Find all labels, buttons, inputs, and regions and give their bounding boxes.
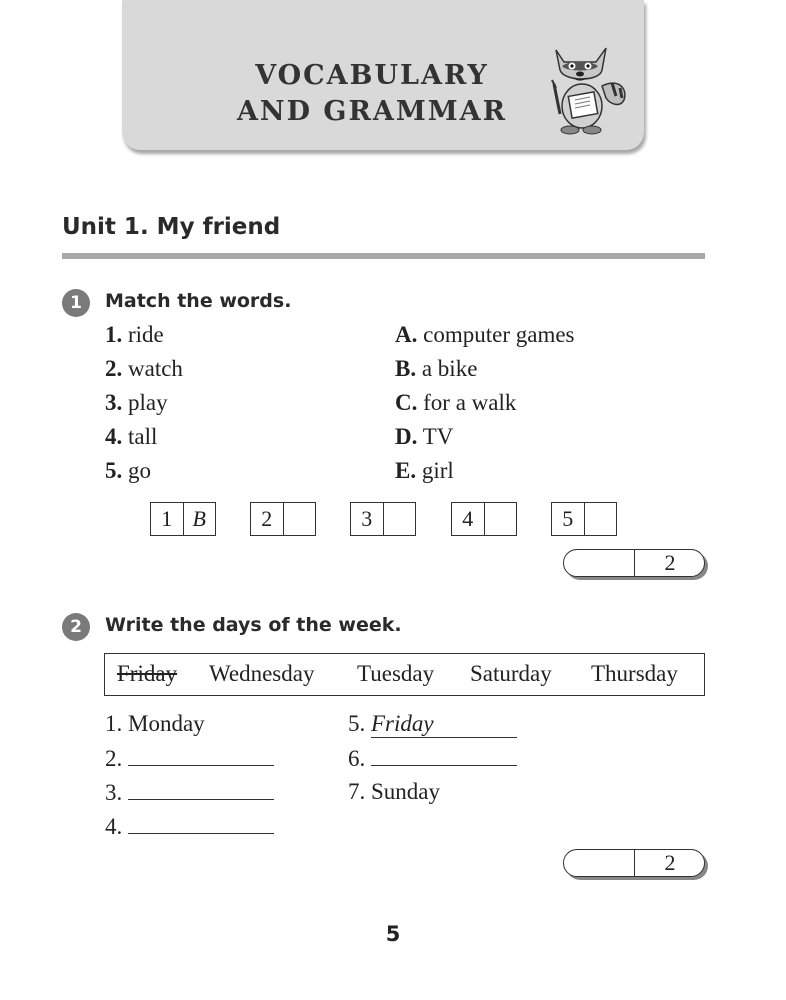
match-right-c: C. for a walk bbox=[395, 390, 517, 415]
word-box bbox=[104, 653, 705, 696]
task-2-score-box[interactable] bbox=[563, 849, 705, 877]
task-1-max-score: 2 bbox=[664, 550, 676, 575]
task-1-score-box[interactable] bbox=[563, 549, 705, 577]
match-right-d: D. TV bbox=[395, 424, 454, 449]
day-item-7: 7. Sunday bbox=[348, 779, 440, 804]
answer-line-4[interactable] bbox=[128, 813, 274, 834]
answer-box-2[interactable]: 2 bbox=[250, 502, 316, 536]
match-left-4: 4. tall bbox=[105, 424, 158, 449]
word-friday: Friday bbox=[117, 661, 178, 686]
answer-box-3[interactable]: 3 bbox=[350, 502, 416, 536]
unit-divider bbox=[62, 253, 705, 259]
task-1-instruction: Match the words. bbox=[105, 290, 292, 312]
day-item-5: 5. Friday bbox=[348, 711, 517, 738]
answer-box-5[interactable]: 5 bbox=[551, 502, 617, 536]
answer-box-1[interactable]: 1 B bbox=[150, 502, 216, 536]
match-left-5: 5. go bbox=[105, 458, 151, 483]
task-2-max-score: 2 bbox=[664, 850, 676, 875]
word-tuesday: Tuesday bbox=[357, 661, 435, 686]
task-1-number-badge: 1 bbox=[62, 289, 90, 317]
section-title-line1: VOCABULARY bbox=[255, 60, 489, 91]
answer-line-3[interactable] bbox=[128, 779, 274, 800]
unit-title: Unit 1. My friend bbox=[62, 214, 281, 240]
answer-box-4[interactable]: 4 bbox=[451, 502, 517, 536]
match-left-1: 1. ride bbox=[105, 322, 164, 347]
day-item-4: 4. bbox=[105, 813, 274, 840]
match-right-a: A. computer games bbox=[395, 322, 575, 347]
word-saturday: Saturday bbox=[470, 661, 552, 686]
match-left-3: 3. play bbox=[105, 390, 168, 415]
word-wednesday: Wednesday bbox=[209, 661, 315, 686]
section-title bbox=[237, 58, 507, 130]
answer-line-5[interactable]: Friday bbox=[371, 711, 517, 738]
page-number: 5 bbox=[385, 922, 401, 946]
match-right-e: E. girl bbox=[395, 458, 454, 483]
word-thursday: Thursday bbox=[591, 661, 678, 686]
match-right-b: B. a bike bbox=[395, 356, 478, 381]
day-item-6: 6. bbox=[348, 745, 517, 772]
day-item-2: 2. bbox=[105, 745, 274, 772]
match-left-2: 2. watch bbox=[105, 356, 183, 381]
day-item-1: 1. Monday bbox=[105, 711, 205, 736]
task-2-number-badge: 2 bbox=[62, 613, 90, 641]
task-2-instruction: Write the days of the week. bbox=[105, 614, 402, 636]
answer-line-2[interactable] bbox=[128, 745, 274, 766]
answer-line-6[interactable] bbox=[371, 745, 517, 766]
section-title-line2: AND GRAMMAR bbox=[236, 96, 508, 127]
raccoon-mascot-icon bbox=[530, 38, 630, 138]
day-item-3: 3. bbox=[105, 779, 274, 806]
